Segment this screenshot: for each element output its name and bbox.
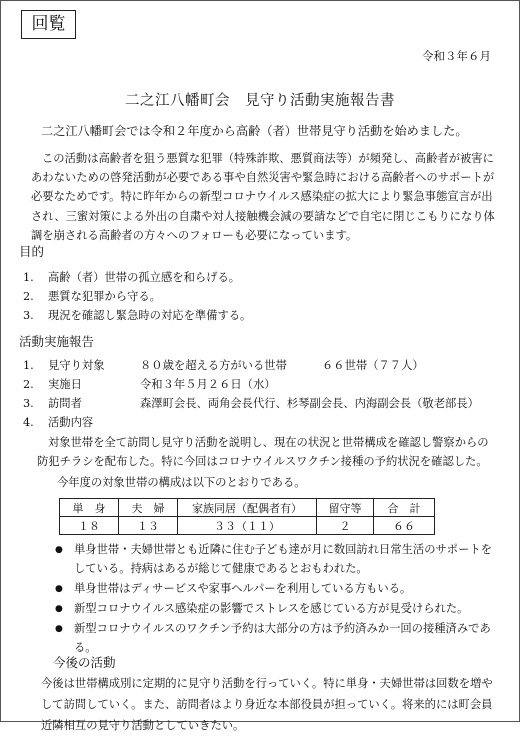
- bullet-item: [55, 541, 495, 578]
- bullet-text: 単身世帯・夫婦世帯とも近隣に住む子ども達が月に数回訪れ日常生活のサポートをしている。持病はあるが総じて健康であるとおもわれた。: [74, 543, 492, 575]
- table-caption: 今年度の対象世帯の構成は以下のとおりである。: [57, 476, 306, 489]
- purpose-item-1: [23, 269, 240, 285]
- table-header-cell: 夫 婦: [119, 499, 178, 517]
- table-cell: １３: [119, 517, 178, 535]
- purpose-item-number: 1.: [23, 271, 34, 284]
- table-cell: １８: [60, 517, 119, 535]
- report-item-number: 3.: [23, 397, 34, 410]
- bullet-icon: ●: [55, 624, 63, 634]
- report-item-visitors: [23, 395, 479, 411]
- report-date: 令和３年６月: [422, 49, 491, 63]
- report-heading: 活動実施報告: [19, 334, 95, 349]
- bullet-text: 新型コロナウイルスのワクチン予約は大部分の方は予約済みか一回の接種済みである。: [74, 622, 491, 654]
- target-description: ８０歳を超える方がいる世帯: [140, 359, 287, 372]
- bullet-item: [55, 620, 495, 657]
- table-row: [60, 517, 435, 535]
- activity-content: [37, 433, 499, 471]
- report-item-number: 4.: [23, 416, 34, 429]
- circular-stamp: 回覧: [21, 10, 76, 39]
- bullet-item: [55, 600, 495, 619]
- intro-paragraph: [31, 149, 497, 245]
- activity-content-text: 対象世帯を全て訪問し見守り活動を説明し、現在の状況と世帯構成を確認し警察からの防犯チラシを配布した。特に今回はコロナウイルスワクチン接種の予約状況を確認した。: [37, 436, 489, 468]
- report-item-number: 1.: [23, 359, 34, 372]
- purpose-item-number: 3.: [23, 309, 34, 322]
- future-text: 今後は世帯構成別に定期的に見守り活動を行っていく。特に単身・夫婦世帯は回数を増やして訪問していく。また、訪問者はより身近な本部役員が担っていく。将来的には町会員近隣相互の見守り活動としていきたい。: [41, 677, 493, 732]
- report-item-label: 見守り対象: [48, 359, 105, 372]
- report-item-label: 活動内容: [48, 416, 94, 429]
- bullet-icon: ●: [55, 584, 63, 594]
- purpose-item-text: 悪質な犯罪から守る。: [48, 290, 161, 303]
- report-item-label: 実施日: [48, 378, 82, 391]
- intro-text: この活動は高齢者を狙う悪質な犯罪（特殊詐欺、悪質商法等）が頻発し、高齢者が被害にあわないための啓発活動が必要である事や自然災害や緊急時における高齢者へのサポートが必要なためです。特に昨年からの新型コロナウイルス感染症の拡大により緊急事態宣言が出され、三蜜対策による外出の自粛や対人接触機会減の要請などで自宅に閉じこもりになり体調を崩される高齢者の方々へのフォローも必要になっています。: [31, 152, 495, 242]
- bullet-icon: ●: [55, 604, 63, 614]
- table-cell: ２: [317, 517, 374, 535]
- implementation-date: 令和３年５月２６日（水）: [140, 378, 276, 391]
- report-item-target: [23, 357, 424, 373]
- table-header-cell: 家族同居（配偶者有）: [178, 499, 317, 517]
- household-table: [59, 498, 435, 535]
- future-heading: 今後の活動: [53, 655, 116, 670]
- table-header-row: [60, 499, 435, 517]
- table-cell: ６６: [374, 517, 435, 535]
- purpose-item-number: 2.: [23, 290, 34, 303]
- purpose-item-2: [23, 288, 161, 304]
- table-header-cell: 合 計: [374, 499, 435, 517]
- report-item-number: 2.: [23, 378, 34, 391]
- table-header-cell: 単 身: [60, 499, 119, 517]
- purpose-item-3: [23, 307, 251, 323]
- report-item-content: [23, 414, 93, 430]
- document-title: 二之江八幡町会 見守り活動実施報告書: [125, 93, 395, 109]
- table-header-cell: 留守等: [317, 499, 374, 517]
- report-item-date: [23, 376, 276, 392]
- report-item-label: 訪問者: [48, 397, 82, 410]
- purpose-item-text: 高齢（者）世帯の孤立感を和らげる。: [48, 271, 241, 284]
- bullet-item: [55, 580, 495, 599]
- visitor-names: 森澤町会長、両角会長代行、杉琴副会長、内海副会長（敬老部長）: [140, 397, 479, 410]
- bullet-text: 単身世帯はディサービスや家事ヘルパーを利用している方もいる。: [74, 582, 412, 595]
- table-cell: ３３（１１）: [178, 517, 317, 535]
- bullet-text: 新型コロナウイルス感染症の影響でストレスを感じている方が見受けられた。: [74, 602, 469, 615]
- bullet-icon: ●: [55, 545, 63, 555]
- lead-sentence: 二之江八幡町会では令和２年度から高齢（者）世帯見守り活動を始めました。: [41, 124, 468, 138]
- target-count: ６６世帯（７７人）: [322, 359, 424, 372]
- purpose-item-text: 現況を確認し緊急時の対応を準備する。: [48, 309, 252, 322]
- purpose-heading: 目的: [19, 244, 45, 259]
- future-section: [41, 673, 501, 736]
